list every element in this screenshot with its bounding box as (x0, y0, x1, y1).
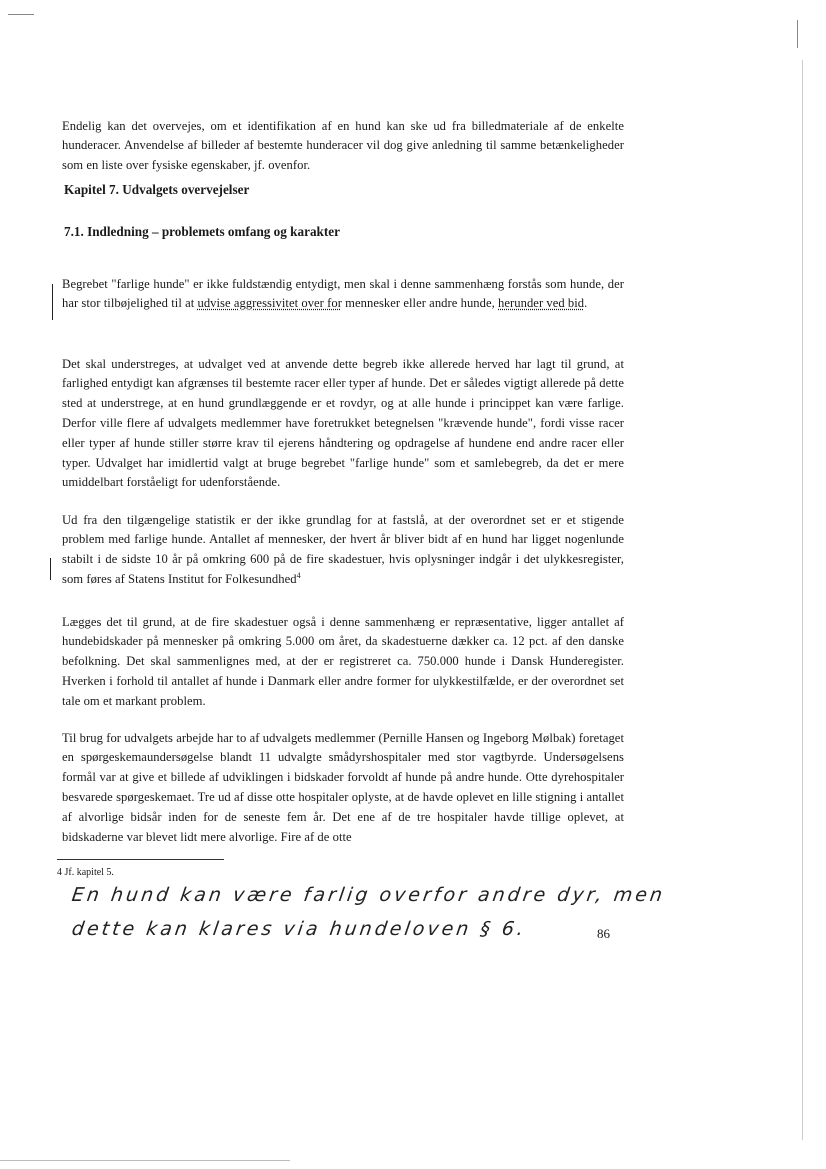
definition-text-middle: mennesker eller andre hunde, (341, 296, 499, 311)
paragraph-3 (62, 511, 624, 590)
page-number: 86 (597, 926, 610, 941)
handwritten-note-line-1: En hund kan være farlig overfor andre dyr, men (70, 884, 667, 906)
scan-mark (8, 14, 34, 15)
scan-mark (797, 20, 798, 48)
footnote-divider (57, 859, 224, 860)
scan-mark (0, 1160, 290, 1161)
paragraph-3-text: Ud fra den tilgængelige statistik er der ikke grundlag for at fastslå, at der overordnet set er et stigende problem med farlige hunde. Antallet af mennesker, der hvert år bliver bidt af en hund har ligget nogenlunde stabilt i de sidste 10 år på omkring 600 på de fire skadestuer, hvis oplysninger indgår i det ulykkesregister, som føres af Statens Institut for Folkesundhed (62, 512, 624, 586)
paragraph-5: Til brug for udvalgets arbejde har to af udvalgets medlemmer (Pernille Hansen og Ingeborg Mølbak) foretaget en spørgeskemaundersøgelse blandt 11 udvalgte smådyrshospitaler med stor vagtbyrde. Undersøgelsens formål var at give et billede af udviklingen i bidskader forvoldt af hunde på andre hunde. Otte dyrehospitaler besvarede spørgeskemaet. Tre ud af disse otte hospitaler oplyste, at de havde oplevet en lille stigning i antallet af alvorlige bidsår inden for de seneste fem år. Det ene af de tre hospitaler havde tillige oplevet, at bidskaderne var blevet lidt mere alvorlige. Fire af de otte (62, 730, 624, 844)
paragraph-4: Lægges det til grund, at de fire skadestuer også i denne sammenhæng er repræsentative, ligger antallet af hundebidskader på mennesker på omkring 5.000 om året, da skadestuerne dækker ca. 12 pct. af den danske befolkning. Det skal sammenlignes med, at der er registreret ca. 750.000 hunde i Dansk Hunderegister. Hverken i forhold til antallet af hunde i Danmark eller andre former for ulykkestilfælde, er der overordnet set tale om et markant problem. (62, 614, 624, 708)
margin-mark (52, 284, 53, 320)
footnote-reference: 4 (296, 570, 301, 580)
chapter-heading: Kapitel 7. Udvalgets overvejelser (64, 182, 250, 197)
definition-text-start: Begrebet "farlige hunde" er ikke fuldstændig entydigt, men skal i denne sammenhæng forstås som hunde, der har stor tilbøjelighed til at (62, 276, 624, 311)
underlined-phrase: udvise aggressivitet over for (197, 296, 342, 311)
scan-mark (802, 60, 803, 1140)
paragraph-2: Det skal understreges, at udvalget ved at anvende dette begreb ikke allerede herved har lagt til grund, at farlighed entydigt kan afgrænses til bestemte racer eller typer af hunde. Det er således vigtigt allerede på dette sted at understrege, at en hund grundlæggende er et rovdyr, og at alle hunde i princippet kan være farlige. Derfor ville flere af udvalgets medlemmer have foretrukket betegnelsen "krævende hunde", fordi visse racer eller typer af hunde stiller større krav til ejerens håndtering og opdragelse af hundene end andre racer eller typer. Udvalget har imidlertid valgt at bruge begrebet "farlige hunde" som et samlebegreb, da det er mere umiddelbart forståeligt for udenforstående. (62, 356, 624, 490)
underlined-phrase: herunder ved bid (498, 296, 585, 311)
section-heading: 7.1. Indledning – problemets omfang og karakter (64, 224, 340, 239)
footnote: 4 Jf. kapitel 5. (57, 867, 114, 878)
definition-paragraph (62, 275, 624, 315)
handwritten-note-line-2: dette kan klares via hundeloven § 6. (70, 918, 528, 940)
definition-text-end: . (584, 296, 588, 311)
intro-paragraph: Endelig kan det overvejes, om et identifikation af en hund kan ske ud fra billedmateriale af de enkelte hunderacer. Anvendelse af billeder af bestemte hunderacer vil dog give anledning til samme betænkeligheder som en liste over fysiske egenskaber, jf. ovenfor. (62, 118, 624, 173)
margin-mark (50, 558, 51, 580)
